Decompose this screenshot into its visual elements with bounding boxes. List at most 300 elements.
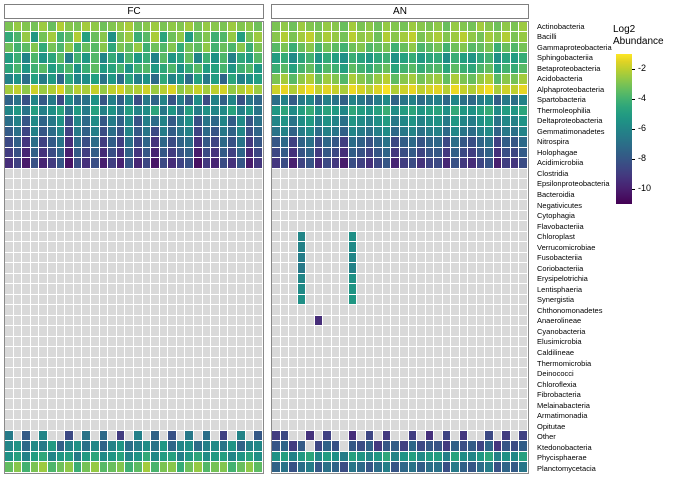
heatmap-cell (289, 116, 298, 126)
heatmap-cell (511, 95, 520, 105)
heatmap-cell (22, 420, 31, 430)
heatmap-cell (477, 190, 486, 200)
heatmap-cell (211, 200, 220, 210)
heatmap-cell (434, 431, 443, 441)
y-axis-label: Negativicutes (537, 200, 583, 210)
heatmap-cell (5, 127, 14, 137)
heatmap-cell (65, 410, 74, 420)
heatmap-cell (374, 410, 383, 420)
heatmap-cell (254, 410, 263, 420)
heatmap-row (272, 431, 528, 441)
heatmap-cell (443, 420, 452, 430)
heatmap-cell (31, 316, 40, 326)
heatmap-cell (14, 368, 23, 378)
heatmap-row (272, 378, 528, 388)
heatmap-cell (306, 242, 315, 252)
heatmap-cell (468, 253, 477, 263)
heatmap-cell (228, 64, 237, 74)
heatmap-cell (315, 200, 324, 210)
y-axis-label: Acidimicrobiia (537, 158, 584, 168)
heatmap-cell (74, 221, 83, 231)
heatmap-cell (177, 263, 186, 273)
heatmap-cell (108, 431, 117, 441)
heatmap-cell (211, 462, 220, 472)
heatmap-cell (14, 295, 23, 305)
heatmap-cell (177, 179, 186, 189)
heatmap-cell (298, 263, 307, 273)
heatmap-cell (426, 368, 435, 378)
heatmap-cell (460, 337, 469, 347)
heatmap-cell (5, 295, 14, 305)
heatmap-cell (468, 337, 477, 347)
heatmap-cell (451, 420, 460, 430)
heatmap-cell (366, 127, 375, 137)
heatmap-cell (383, 284, 392, 294)
heatmap-cell (57, 389, 66, 399)
heatmap-cell (340, 452, 349, 462)
heatmap-cell (383, 127, 392, 137)
heatmap-cell (306, 295, 315, 305)
heatmap-cell (400, 158, 409, 168)
heatmap-cell (203, 190, 212, 200)
heatmap-cell (168, 242, 177, 252)
heatmap-cell (519, 116, 528, 126)
heatmap-cell (494, 441, 503, 451)
heatmap-cell (108, 284, 117, 294)
heatmap-cell (400, 358, 409, 368)
heatmap-cell (168, 200, 177, 210)
heatmap-cell (220, 106, 229, 116)
heatmap-cell (177, 242, 186, 252)
heatmap-cell (254, 32, 263, 42)
heatmap-cell (74, 399, 83, 409)
y-axis-label: Alphaproteobacteria (537, 84, 605, 94)
heatmap-cell (57, 190, 66, 200)
heatmap-cell (383, 326, 392, 336)
heatmap-cell (477, 462, 486, 472)
heatmap-cell (151, 169, 160, 179)
heatmap-cell (91, 106, 100, 116)
heatmap-cell (306, 22, 315, 32)
heatmap-cell (254, 190, 263, 200)
heatmap-cell (281, 22, 290, 32)
heatmap-cell (298, 95, 307, 105)
heatmap-cell (426, 263, 435, 273)
heatmap-cell (108, 221, 117, 231)
heatmap-cell (5, 452, 14, 462)
heatmap-cell (443, 211, 452, 221)
heatmap-cell (22, 232, 31, 242)
heatmap-cell (57, 326, 66, 336)
heatmap-cell (82, 305, 91, 315)
heatmap-cell (306, 211, 315, 221)
heatmap-cell (203, 85, 212, 95)
heatmap-cell (374, 316, 383, 326)
heatmap-cell (220, 221, 229, 231)
heatmap-cell (39, 179, 48, 189)
heatmap-cell (108, 337, 117, 347)
heatmap-row (272, 399, 528, 409)
heatmap-cell (502, 253, 511, 263)
heatmap-cell (211, 74, 220, 84)
heatmap-cell (117, 22, 126, 32)
heatmap-cell (194, 358, 203, 368)
legend-colorbar (616, 54, 632, 204)
heatmap-cell (134, 316, 143, 326)
heatmap-cell (391, 295, 400, 305)
heatmap-cell (91, 431, 100, 441)
heatmap-cell (383, 462, 392, 472)
heatmap-cell (48, 242, 57, 252)
heatmap-cell (434, 410, 443, 420)
heatmap-cell (306, 368, 315, 378)
heatmap-cell (220, 389, 229, 399)
heatmap-cell (48, 22, 57, 32)
heatmap-cell (366, 148, 375, 158)
heatmap-cell (100, 284, 109, 294)
heatmap-cell (434, 64, 443, 74)
heatmap-cell (511, 378, 520, 388)
heatmap-cell (220, 358, 229, 368)
heatmap-cell (160, 326, 169, 336)
heatmap-cell (117, 179, 126, 189)
heatmap-cell (281, 200, 290, 210)
heatmap-cell (298, 232, 307, 242)
heatmap-cell (134, 242, 143, 252)
heatmap-cell (511, 263, 520, 273)
heatmap-cell (39, 32, 48, 42)
heatmap-cell (460, 378, 469, 388)
heatmap-cell (374, 190, 383, 200)
heatmap-cell (451, 74, 460, 84)
heatmap-cell (100, 368, 109, 378)
heatmap-cell (22, 316, 31, 326)
heatmap-cell (349, 116, 358, 126)
heatmap-cell (228, 462, 237, 472)
heatmap-cell (185, 337, 194, 347)
heatmap-cell (460, 368, 469, 378)
heatmap-cell (39, 158, 48, 168)
heatmap-cell (468, 158, 477, 168)
heatmap-cell (48, 169, 57, 179)
heatmap-cell (383, 253, 392, 263)
heatmap-cell (57, 200, 66, 210)
heatmap-cell (477, 232, 486, 242)
heatmap-cell (409, 221, 418, 231)
heatmap-cell (443, 316, 452, 326)
heatmap-cell (332, 295, 341, 305)
heatmap-cell (177, 316, 186, 326)
heatmap-cell (48, 337, 57, 347)
heatmap-cell (298, 169, 307, 179)
heatmap-cell (220, 116, 229, 126)
heatmap-cell (519, 148, 528, 158)
heatmap-cell (519, 305, 528, 315)
heatmap-cell (254, 242, 263, 252)
heatmap-cell (185, 179, 194, 189)
heatmap-cell (246, 399, 255, 409)
heatmap-cell (125, 347, 134, 357)
heatmap-cell (443, 337, 452, 347)
heatmap-cell (468, 148, 477, 158)
heatmap-cell (211, 43, 220, 53)
heatmap-cell (383, 358, 392, 368)
heatmap-cell (108, 274, 117, 284)
heatmap-cell (100, 263, 109, 273)
heatmap-cell (281, 32, 290, 42)
heatmap-cell (39, 378, 48, 388)
heatmap-cell (160, 462, 169, 472)
heatmap-cell (409, 462, 418, 472)
y-axis-label: Spartobacteria (537, 95, 586, 105)
heatmap-cell (519, 368, 528, 378)
heatmap-cell (74, 169, 83, 179)
heatmap-cell (125, 74, 134, 84)
heatmap-cell (39, 200, 48, 210)
heatmap-cell (108, 32, 117, 42)
heatmap-cell (108, 263, 117, 273)
heatmap-cell (143, 305, 152, 315)
heatmap-cell (434, 43, 443, 53)
heatmap-cell (494, 242, 503, 252)
heatmap-cell (211, 452, 220, 462)
heatmap-cell (125, 179, 134, 189)
heatmap-cell (194, 347, 203, 357)
heatmap-cell (511, 221, 520, 231)
heatmap-cell (502, 263, 511, 273)
heatmap-cell (220, 441, 229, 451)
heatmap-cell (306, 64, 315, 74)
heatmap-cell (211, 263, 220, 273)
heatmap-cell (460, 148, 469, 158)
heatmap-cell (177, 452, 186, 462)
heatmap-row (5, 462, 263, 472)
heatmap-cell (246, 106, 255, 116)
heatmap-cell (117, 431, 126, 441)
heatmap-cell (160, 148, 169, 158)
heatmap-cell (289, 284, 298, 294)
heatmap-cell (391, 22, 400, 32)
heatmap-cell (272, 284, 281, 294)
heatmap-cell (426, 326, 435, 336)
heatmap-cell (246, 242, 255, 252)
heatmap-cell (409, 169, 418, 179)
panel-title-an (271, 4, 529, 19)
heatmap-cell (289, 441, 298, 451)
heatmap-cell (417, 316, 426, 326)
heatmap-cell (400, 431, 409, 441)
heatmap-cell (460, 106, 469, 116)
heatmap-cell (468, 347, 477, 357)
heatmap-cell (48, 85, 57, 95)
heatmap-cell (22, 389, 31, 399)
heatmap-cell (117, 284, 126, 294)
heatmap-cell (289, 95, 298, 105)
heatmap-cell (511, 358, 520, 368)
heatmap-cell (281, 358, 290, 368)
heatmap-cell (272, 452, 281, 462)
heatmap-cell (357, 441, 366, 451)
heatmap-cell (400, 106, 409, 116)
heatmap-cell (400, 274, 409, 284)
heatmap-cell (426, 284, 435, 294)
heatmap-cell (185, 43, 194, 53)
heatmap-cell (434, 127, 443, 137)
heatmap-cell (494, 295, 503, 305)
heatmap-cell (477, 274, 486, 284)
heatmap-cell (185, 389, 194, 399)
heatmap-row (272, 316, 528, 326)
heatmap-cell (511, 179, 520, 189)
heatmap-row (272, 253, 528, 263)
heatmap-cell (281, 378, 290, 388)
heatmap-cell (485, 347, 494, 357)
heatmap-cell (519, 221, 528, 231)
heatmap-cell (366, 158, 375, 168)
heatmap-cell (349, 148, 358, 158)
heatmap-cell (485, 253, 494, 263)
heatmap-cell (91, 326, 100, 336)
heatmap-cell (108, 85, 117, 95)
heatmap-cell (289, 179, 298, 189)
heatmap-cell (357, 295, 366, 305)
heatmap-cell (315, 389, 324, 399)
heatmap-cell (383, 305, 392, 315)
heatmap-cell (211, 368, 220, 378)
heatmap-cell (332, 368, 341, 378)
heatmap-cell (349, 190, 358, 200)
heatmap-cell (298, 441, 307, 451)
heatmap-row (272, 64, 528, 74)
heatmap-cell (349, 22, 358, 32)
heatmap-cell (366, 95, 375, 105)
heatmap-cell (117, 43, 126, 53)
heatmap-cell (125, 295, 134, 305)
heatmap-cell (100, 85, 109, 95)
heatmap-cell (460, 295, 469, 305)
heatmap-cell (108, 316, 117, 326)
heatmap-cell (349, 431, 358, 441)
heatmap-cell (281, 399, 290, 409)
heatmap-cell (460, 431, 469, 441)
heatmap-cell (31, 295, 40, 305)
heatmap-cell (220, 85, 229, 95)
heatmap-cell (400, 399, 409, 409)
heatmap-cell (332, 378, 341, 388)
heatmap-cell (74, 253, 83, 263)
heatmap-cell (417, 410, 426, 420)
heatmap-cell (323, 420, 332, 430)
heatmap-cell (246, 211, 255, 221)
heatmap-cell (151, 284, 160, 294)
heatmap-cell (151, 452, 160, 462)
heatmap-cell (203, 410, 212, 420)
heatmap-cell (117, 32, 126, 42)
heatmap-cell (289, 242, 298, 252)
heatmap-cell (143, 420, 152, 430)
heatmap-cell (143, 399, 152, 409)
heatmap-cell (48, 179, 57, 189)
heatmap-cell (460, 232, 469, 242)
heatmap-cell (185, 462, 194, 472)
heatmap-cell (272, 420, 281, 430)
heatmap-cell (117, 358, 126, 368)
heatmap-cell (477, 410, 486, 420)
heatmap-cell (366, 22, 375, 32)
heatmap-cell (168, 274, 177, 284)
heatmap-cell (502, 106, 511, 116)
heatmap-cell (409, 190, 418, 200)
heatmap-cell (366, 74, 375, 84)
heatmap-cell (65, 295, 74, 305)
heatmap-cell (125, 305, 134, 315)
heatmap-cell (391, 211, 400, 221)
heatmap-cell (400, 452, 409, 462)
heatmap-cell (74, 137, 83, 147)
heatmap-cell (246, 441, 255, 451)
heatmap-cell (194, 116, 203, 126)
legend-title-line2: Abundance (613, 36, 664, 47)
heatmap-cell (39, 74, 48, 84)
heatmap-row (5, 232, 263, 242)
heatmap-cell (400, 32, 409, 42)
heatmap-cell (5, 106, 14, 116)
heatmap-cell (323, 316, 332, 326)
heatmap-cell (315, 211, 324, 221)
heatmap-cell (31, 389, 40, 399)
heatmap-cell (168, 53, 177, 63)
heatmap-cell (57, 431, 66, 441)
heatmap-row (5, 179, 263, 189)
heatmap-cell (220, 64, 229, 74)
heatmap-cell (185, 148, 194, 158)
heatmap-cell (357, 420, 366, 430)
heatmap-cell (194, 190, 203, 200)
heatmap-cell (22, 242, 31, 252)
heatmap-cell (451, 347, 460, 357)
heatmap-cell (134, 274, 143, 284)
heatmap-cell (254, 148, 263, 158)
heatmap-cell (31, 179, 40, 189)
heatmap-cell (323, 95, 332, 105)
heatmap-cell (237, 316, 246, 326)
y-axis-label: Opitutae (537, 421, 566, 431)
heatmap-cell (400, 221, 409, 231)
heatmap-cell (366, 305, 375, 315)
heatmap-cell (391, 274, 400, 284)
heatmap-cell (306, 190, 315, 200)
heatmap-cell (323, 305, 332, 315)
heatmap-cell (57, 305, 66, 315)
heatmap-cell (22, 74, 31, 84)
heatmap-cell (100, 337, 109, 347)
heatmap-cell (143, 274, 152, 284)
heatmap-cell (82, 420, 91, 430)
heatmap-cell (228, 200, 237, 210)
heatmap-cell (74, 263, 83, 273)
heatmap-cell (502, 462, 511, 472)
heatmap-cell (272, 305, 281, 315)
heatmap-row (5, 358, 263, 368)
heatmap-cell (194, 232, 203, 242)
heatmap-cell (5, 242, 14, 252)
heatmap-cell (100, 242, 109, 252)
heatmap-cell (315, 410, 324, 420)
heatmap-cell (125, 431, 134, 441)
heatmap-cell (228, 106, 237, 116)
heatmap-cell (194, 211, 203, 221)
heatmap-cell (185, 420, 194, 430)
